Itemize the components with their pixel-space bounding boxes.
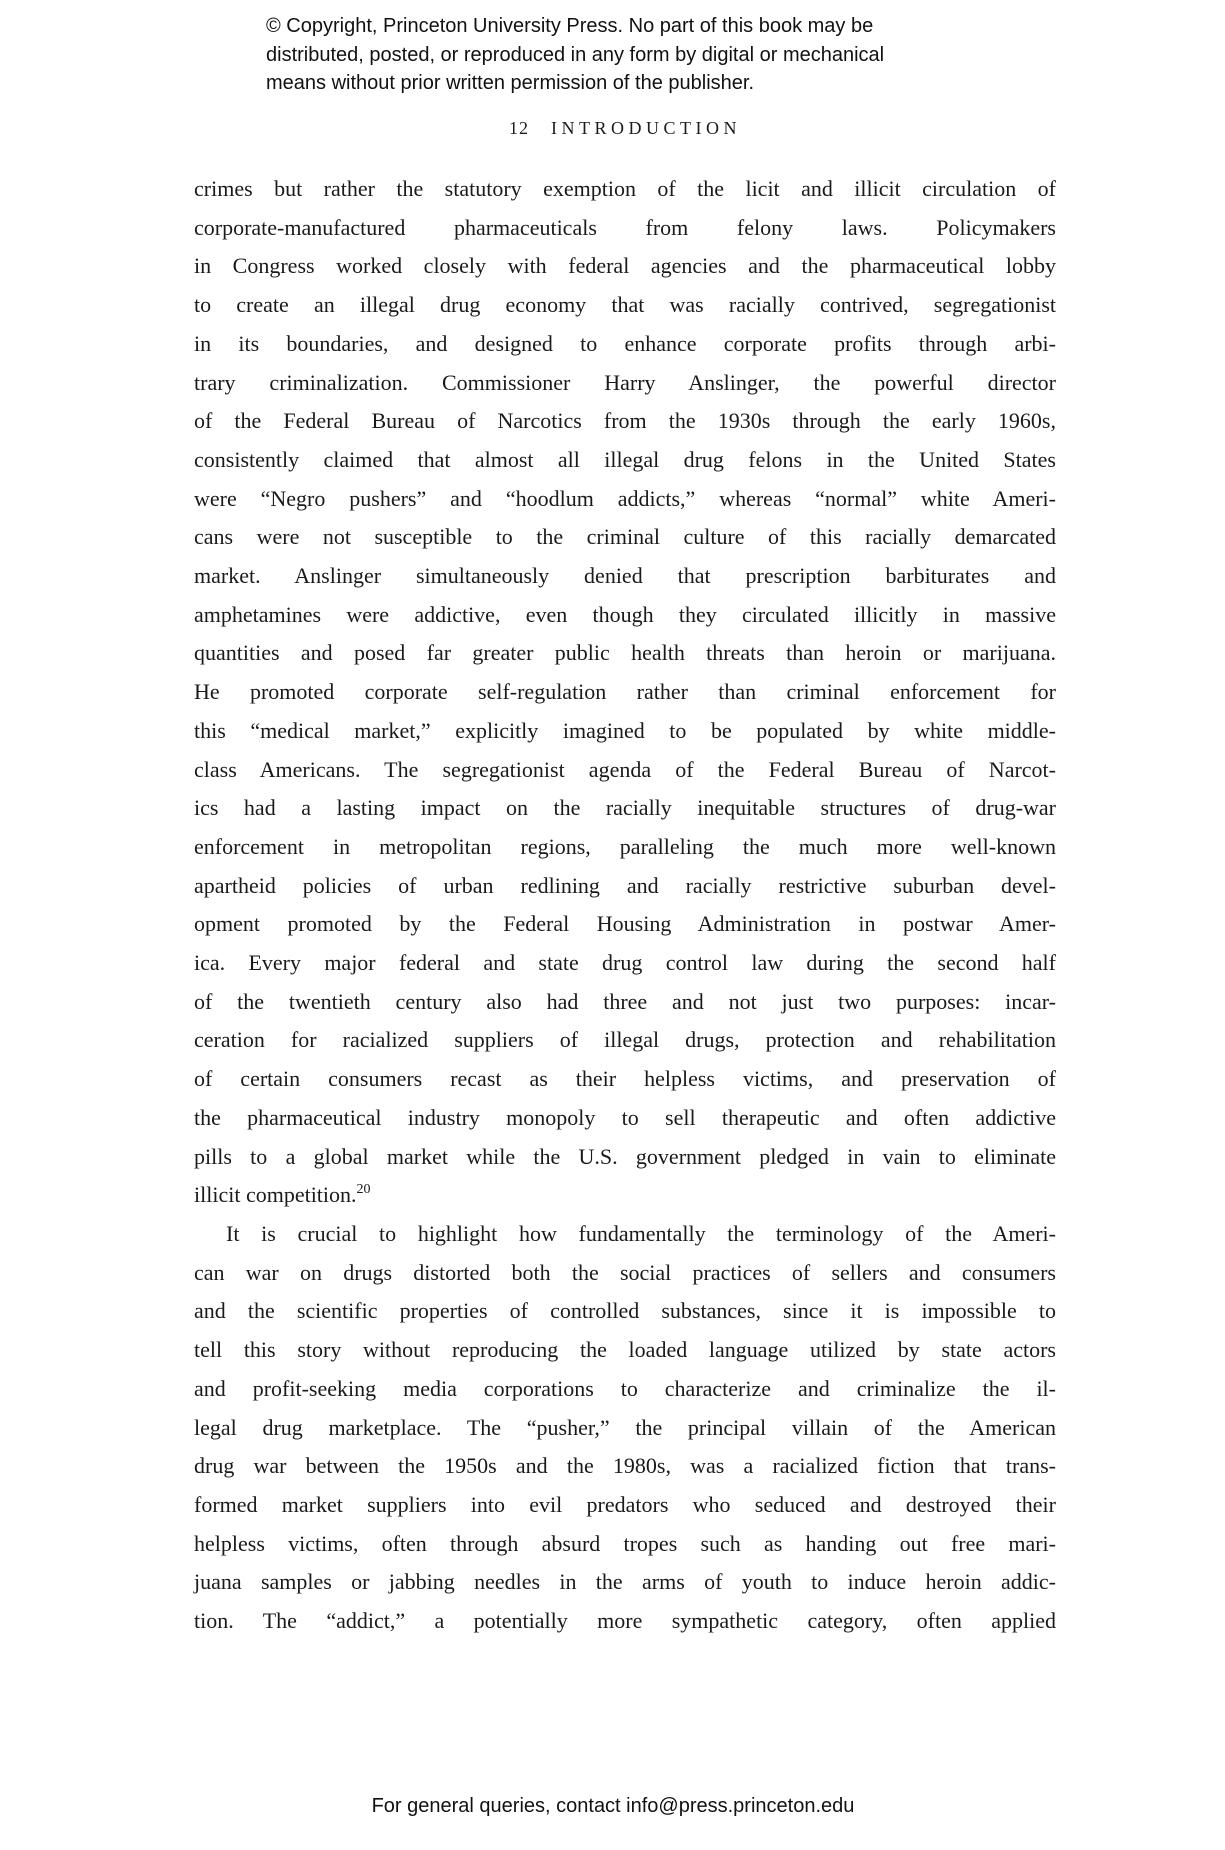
text-line: consistently claimed that almost all illegal drug felons in the United States xyxy=(194,446,1056,472)
text-line: corporate-manufactured pharmaceuticals from felony laws. Policymakers xyxy=(194,214,1056,240)
text-line: tion. The “addict,” a potentially more sympathetic category, often applied xyxy=(194,1608,1056,1634)
text-line: legal drug marketplace. The “pusher,” the principal villain of the American xyxy=(194,1414,1056,1440)
text-line: amphetamines were addictive, even though they circulated illicitly in massive xyxy=(194,601,1056,627)
text-line: ica. Every major federal and state drug control law during the second half xyxy=(194,950,1056,976)
text-line: trary criminalization. Commissioner Harry Anslinger, the powerful director xyxy=(194,369,1056,395)
running-head xyxy=(194,118,1056,139)
text-line: drug war between the 1950s and the 1980s, was a racialized fiction that trans- xyxy=(194,1453,1056,1479)
paragraph-1-last-line xyxy=(194,1176,1056,1215)
body-text xyxy=(194,170,1056,1641)
section-title: INTRODUCTION xyxy=(551,118,741,138)
text-line: can war on drugs distorted both the social practices of sellers and consumers xyxy=(194,1259,1056,1285)
text-line: ceration for racialized suppliers of illegal drugs, protection and rehabilitation xyxy=(194,1027,1056,1053)
text-line: this “medical market,” explicitly imagined to be populated by white middle- xyxy=(194,717,1056,743)
text-line: in Congress worked closely with federal agencies and the pharmaceutical lobby xyxy=(194,253,1056,279)
paragraph-2-lines xyxy=(194,1215,1056,1641)
text-line: pills to a global market while the U.S. government pledged in vain to eliminate xyxy=(194,1143,1056,1169)
text-line: enforcement in metropolitan regions, paralleling the much more well-known xyxy=(194,833,1056,859)
text-line: cans were not susceptible to the criminal culture of this racially demarcated xyxy=(194,524,1056,550)
text-line: He promoted corporate self-regulation rather than criminal enforcement for xyxy=(194,679,1056,705)
text-line: market. Anslinger simultaneously denied that prescription barbiturates and xyxy=(194,563,1056,589)
copyright-notice xyxy=(266,12,966,98)
text-line: It is crucial to highlight how fundamentally the terminology of the Ameri- xyxy=(226,1220,1056,1246)
text-line: formed market suppliers into evil predators who seduced and destroyed their xyxy=(194,1491,1056,1517)
text-line: juana samples or jabbing needles in the arms of youth to induce heroin addic- xyxy=(194,1569,1056,1595)
text-line: class Americans. The segregationist agenda of the Federal Bureau of Narcot- xyxy=(194,756,1056,782)
paragraph-1-last-line-text: illicit competition. xyxy=(194,1182,357,1208)
text-line: in its boundaries, and designed to enhance corporate profits through arbi- xyxy=(194,330,1056,356)
text-line: of the twentieth century also had three and not just two purposes: incar- xyxy=(194,988,1056,1014)
text-line: apartheid policies of urban redlining and racially restrictive suburban devel- xyxy=(194,872,1056,898)
text-line: the pharmaceutical industry monopoly to sell therapeutic and often addictive xyxy=(194,1104,1056,1130)
page-number: 12 xyxy=(509,118,529,138)
text-line: distributed, posted, or reproduced in any form by digital or mechanical xyxy=(266,43,885,66)
paragraph-1 xyxy=(194,170,1056,1215)
text-line: to create an illegal drug economy that was racially contrived, segregationist xyxy=(194,292,1056,318)
text-line: ics had a lasting impact on the racially inequitable structures of drug-war xyxy=(194,795,1056,821)
footer-contact-line: For general queries, contact info@press.princeton.edu xyxy=(371,1795,855,1817)
text-line: and the scientific properties of controlled substances, since it is impossible to xyxy=(194,1298,1056,1324)
footnote-marker: 20 xyxy=(356,1182,371,1198)
text-line: and profit-seeking media corporations to characterize and criminalize the il- xyxy=(194,1375,1056,1401)
text-line: tell this story without reproducing the loaded language utilized by state actors xyxy=(194,1337,1056,1363)
text-line: of certain consumers recast as their helpless victims, and preservation of xyxy=(194,1066,1056,1092)
text-line: means without prior written permission of the publisher. xyxy=(266,72,755,94)
text-line: © Copyright, Princeton University Press. No part of this book may be xyxy=(266,15,874,37)
text-line: helpless victims, often through absurd tropes such as handing out free mari- xyxy=(194,1530,1056,1556)
text-line: quantities and posed far greater public health threats than heroin or marijuana. xyxy=(194,640,1056,666)
text-line: opment promoted by the Federal Housing Administration in postwar Amer- xyxy=(194,911,1056,937)
paragraph-1-lines xyxy=(194,170,1056,1176)
text-line: of the Federal Bureau of Narcotics from the 1930s through the early 1960s, xyxy=(194,408,1056,434)
text-line: were “Negro pushers” and “hoodlum addicts,” whereas “normal” white Ameri- xyxy=(194,485,1056,511)
paragraph-2 xyxy=(194,1215,1056,1641)
text-line: crimes but rather the statutory exemption of the licit and illicit circulation of xyxy=(194,176,1056,201)
